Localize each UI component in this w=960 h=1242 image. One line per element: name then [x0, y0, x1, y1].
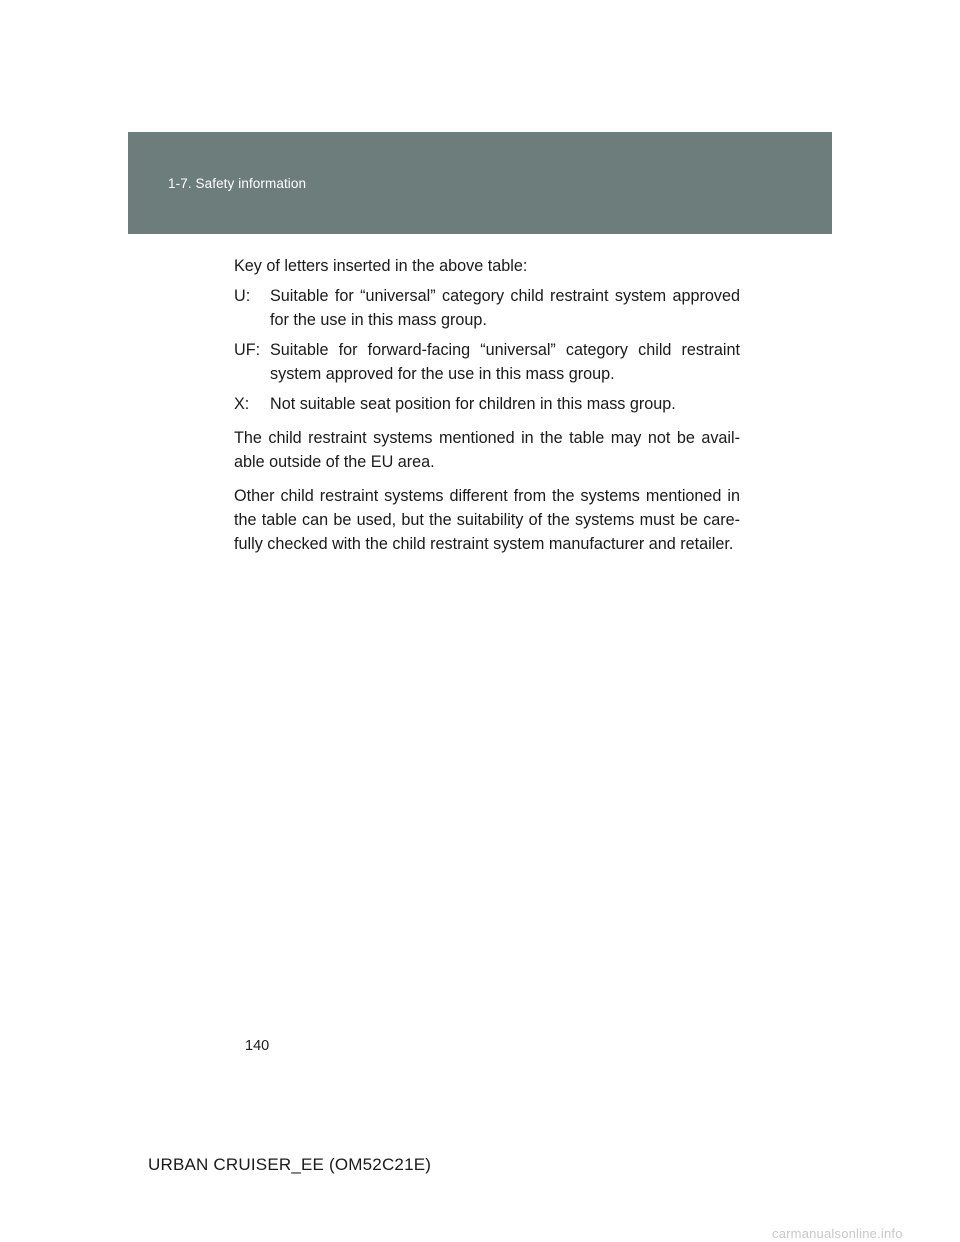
key-letter: X: — [234, 395, 250, 413]
watermark: carmanualsonline.info — [772, 1226, 903, 1241]
key-letter: U: — [234, 287, 251, 305]
availability-paragraph: The child restraint systems mentioned in the table may not be avail-able outside of the EU area. — [234, 429, 740, 471]
other-systems-paragraph: Other child restraint systems different from the systems mentioned in the table can be used, but the suitability of the systems must be care-fully checked with the child restraint system manufacturer and retailer. — [234, 487, 740, 553]
model-code: URBAN CRUISER_EE (OM52C21E) — [148, 1155, 432, 1174]
key-intro: Key of letters inserted in the above table: — [234, 257, 528, 275]
key-list — [234, 284, 740, 416]
key-item-u — [234, 284, 740, 332]
key-item-x — [234, 392, 740, 416]
key-item-uf — [234, 338, 740, 386]
section-header-band — [128, 132, 832, 234]
section-title: 1-7. Safety information — [168, 176, 307, 191]
page-content — [234, 254, 740, 556]
key-description: Suitable for “universal” category child restraint system approved for the use in this mass group. — [270, 287, 740, 329]
key-description: Not suitable seat position for children in this mass group. — [270, 395, 676, 413]
key-letter: UF: — [234, 341, 261, 359]
page-number: 140 — [245, 1038, 270, 1054]
key-description: Suitable for forward-facing “universal” category child restraint system approved for the use in this mass group. — [270, 341, 740, 383]
